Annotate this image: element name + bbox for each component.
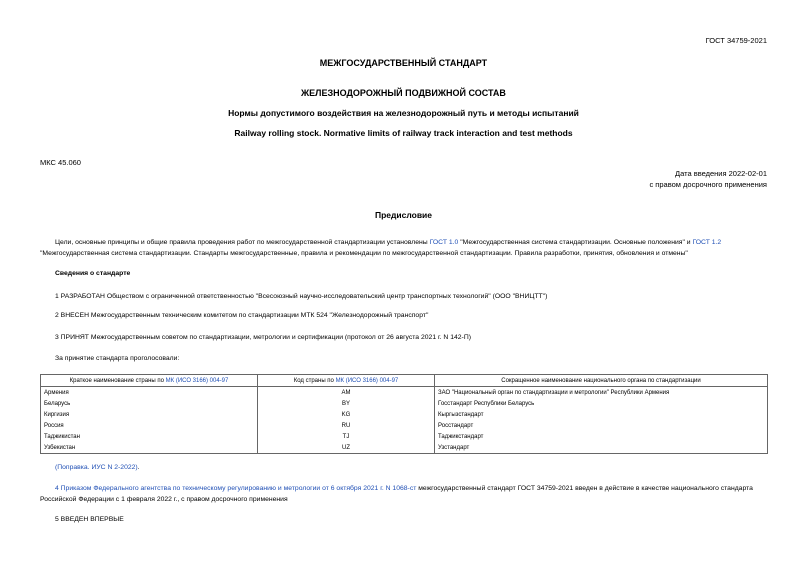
country-code: BY [258, 398, 435, 409]
goals-text-1: Цели, основные принципы и общие правила проведения работ по межгосударственной стандартизации установлены [55, 239, 430, 246]
document-title-en: Railway rolling stock. Normative limits of railway track interaction and test methods [234, 128, 573, 138]
national-body: Росстандарт [435, 420, 768, 431]
standard-info-heading: Сведения о стандарте [55, 270, 131, 277]
early-application-note: с правом досрочного применения [649, 180, 767, 189]
gost-1-0-link[interactable]: ГОСТ 1.0 [429, 239, 459, 246]
table-row [41, 387, 768, 399]
goals-text-3: "Межгосударственная система стандартизации. Стандарты межгосударственные, правила и рекомендации по межгосударственной стандартизации. Правила разработки, принятия, обновления и отмены" [40, 250, 688, 257]
item-adopted: 3 ПРИНЯТ Межгосударственным советом по стандартизации, метрологии и сертификации (протокол от 26 августа 2021 г. N 142-П) [55, 334, 471, 341]
country-code: KG [258, 409, 435, 420]
column-header-country [41, 375, 258, 387]
item-first-introduced: 5 ВВЕДЕН ВПЕРВЫЕ [55, 516, 124, 523]
table-header-row [41, 375, 768, 387]
mk-iso-3166-link[interactable]: МК (ИСО 3166) 004-97 [165, 377, 229, 384]
country-code: TJ [258, 431, 435, 442]
column-header-national-body: Сокращенное наименование национального органа по стандартизации [435, 375, 768, 387]
mks-code: МКС 45.060 [40, 158, 81, 167]
national-body: Кыргызстандарт [435, 409, 768, 420]
country-name: Таджикистан [41, 431, 258, 442]
amendment-suffix: . [137, 464, 140, 471]
gost-1-2-link[interactable]: ГОСТ 1.2 [692, 239, 722, 246]
document-title-ru: ЖЕЛЕЗНОДОРОЖНЫЙ ПОДВИЖНОЙ СОСТАВ [301, 88, 506, 98]
column-header-code [258, 375, 435, 387]
country-code: RU [258, 420, 435, 431]
standard-type-heading: МЕЖГОСУДАРСТВЕННЫЙ СТАНДАРТ [319, 58, 488, 68]
document-number: ГОСТ 34759-2021 [705, 36, 767, 45]
rosstandart-order-link[interactable]: 4 Приказом Федерального агентства по техническому регулированию и метрологии от 6 октября 2021 г. N 1068-ст [55, 485, 417, 492]
item-enacted-text: межгосударственный стандарт ГОСТ 34759-2021 введен в действие в качестве национального стандарта Российской Федерации с 1 февраля 2022 г., с правом досрочного применения [40, 485, 753, 503]
country-code: AM [258, 387, 435, 399]
voting-intro: За принятие стандарта проголосовали: [55, 355, 180, 362]
foreword-heading: Предисловие [374, 210, 433, 220]
country-name: Киргизия [41, 409, 258, 420]
country-name: Армения [41, 387, 258, 399]
goals-text-2: "Межгосударственная система стандартизации. Основные положения" и [458, 239, 693, 246]
country-name: Россия [41, 420, 258, 431]
table-row [41, 442, 768, 454]
national-body: Таджикстандарт [435, 431, 768, 442]
table-row [41, 431, 768, 442]
introduction-date-block [649, 168, 767, 190]
mk-iso-3166-link[interactable]: МК (ИСО 3166) 004-97 [335, 377, 399, 384]
table-row [41, 420, 768, 431]
national-body: ЗАО "Национальный орган по стандартизации и метрологии" Республики Армения [435, 387, 768, 399]
introduction-date: Дата введения 2022-02-01 [675, 169, 767, 178]
amendment-link[interactable]: (Поправка. ИУС N 2-2022) [55, 464, 138, 471]
national-body: Узстандарт [435, 442, 768, 454]
country-name: Беларусь [41, 398, 258, 409]
country-name: Узбекистан [41, 442, 258, 454]
country-code: UZ [258, 442, 435, 454]
column-header-country-text: Краткое наименование страны по [69, 377, 166, 384]
document-subtitle-ru: Нормы допустимого воздействия на железнодорожный путь и методы испытаний [228, 108, 579, 118]
national-body: Госстандарт Республики Беларусь [435, 398, 768, 409]
item-submitted: 2 ВНЕСЕН Межгосударственным техническим комитетом по стандартизации МТК 524 "Железнодорожный транспорт" [55, 312, 429, 319]
foreword-goals-paragraph [40, 237, 770, 259]
table-row [41, 409, 768, 420]
table-row [41, 398, 768, 409]
item-enacted [40, 483, 772, 505]
column-header-code-text: Код страны по [293, 377, 336, 384]
voting-countries-table [40, 374, 768, 454]
item-developed: 1 РАЗРАБОТАН Обществом с ограниченной ответственностью "Всесоюзный научно-исследовательский центр транспортных технологий" (ООО "ВНИЦТТ") [55, 293, 548, 300]
amendment-note [55, 462, 140, 473]
